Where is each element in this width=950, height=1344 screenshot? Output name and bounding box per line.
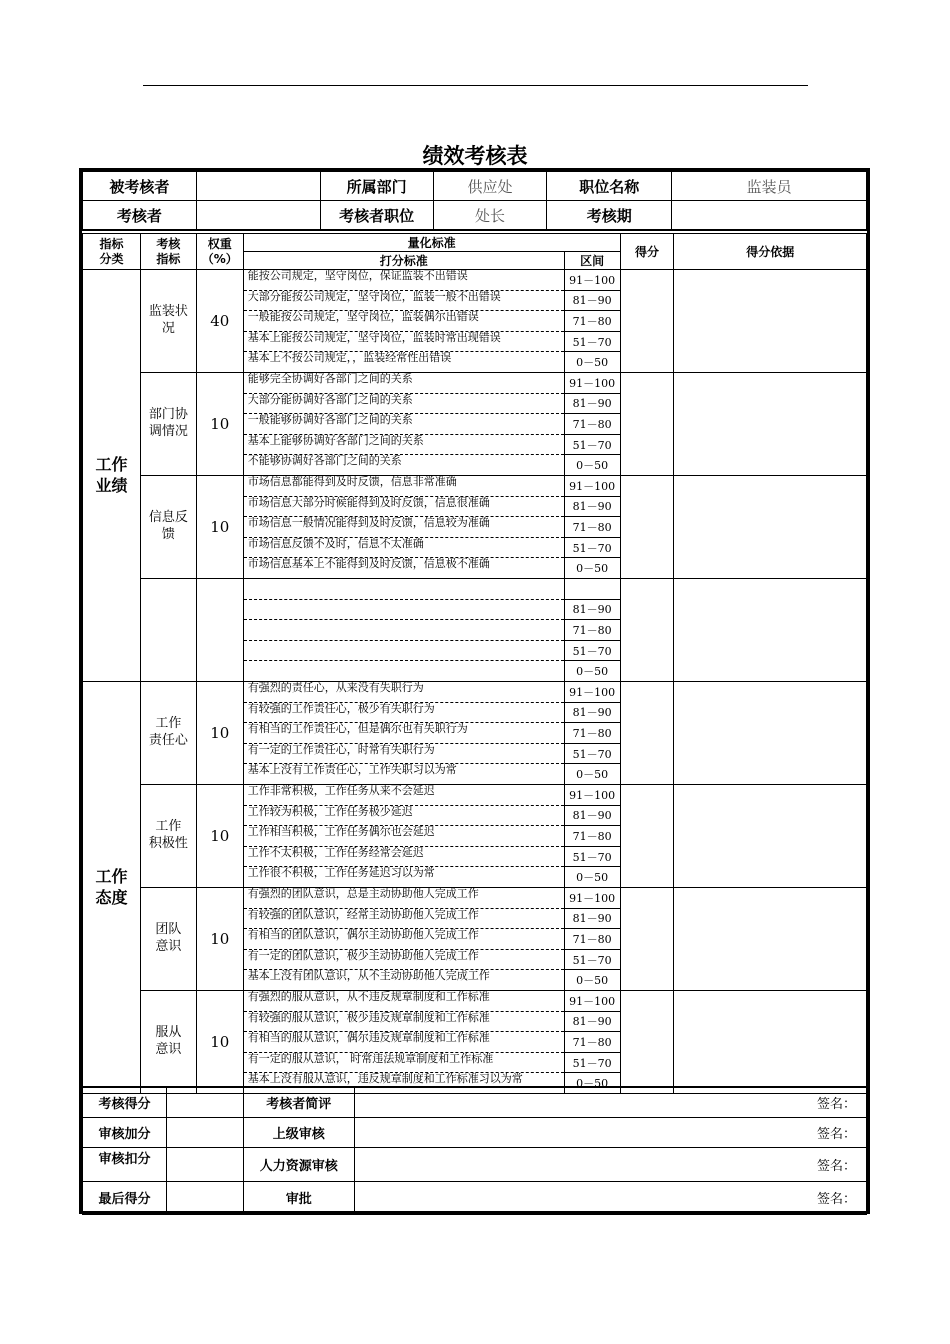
criterion: 工作很不积极，工作任务延迟习以为常 [247,867,435,880]
summary-label: 审核扣分 [83,1147,167,1181]
criteria-cell [243,476,564,579]
range-value: 51－70 [565,744,620,765]
criterion: 有一定的工作责任心，时常有失职行为 [244,744,564,765]
criterion: 能按公司规定，坚守岗位，保证监装不出错误 [244,270,564,291]
indicator-name [140,579,196,682]
range-value: 0－50 [576,974,609,988]
appraisal-form [79,168,870,1214]
department-field[interactable]: 供应处 [433,172,547,201]
criterion: 工作相当积极，工作任务偶尔也会延迟 [244,826,564,847]
summary-value-field[interactable] [166,1147,243,1181]
criterion: 工作不太积极，工作任务经常会延迟 [244,847,564,868]
basis-field[interactable] [674,476,867,579]
criterion: 工作较为积极，工作任务极少延迟 [244,806,564,827]
position-field[interactable]: 监装员 [672,172,867,201]
weight-cell: 10 [196,373,243,476]
score-field[interactable] [620,579,674,682]
range-value: 51－70 [565,1053,620,1074]
criterion: 有相当的服从意识，偶尔违反规章制度和工作标准 [244,1032,564,1053]
criteria-list [244,888,564,990]
range-value: 71－80 [565,311,620,332]
range-value: 81－90 [565,1012,620,1033]
criteria-list [244,682,564,784]
col-basis: 得分依据 [674,234,867,270]
criterion: 有相当的工作责任心，但是偶尔也有失职行为 [244,723,564,744]
indicator-row [83,682,867,785]
range-cell [564,579,620,682]
range-value: 71－80 [565,620,620,641]
score-field[interactable] [620,682,674,785]
col-indicator: 考核 指标 [140,234,196,270]
criteria-list [244,579,564,681]
label-appraiser-position: 考核者职位 [320,201,433,231]
review-label: 审批 [243,1181,354,1214]
appraiser-field[interactable] [196,201,320,231]
range-value: 91－100 [565,476,620,497]
range-list [565,785,620,887]
summary-label: 考核得分 [83,1087,167,1117]
signature-field[interactable]: 签名： [354,1181,866,1214]
criterion: 一般能够协调好各部门之间的关系 [244,414,564,435]
criterion: 能够完全协调好各部门之间的关系 [244,373,564,394]
range-value: 51－70 [565,435,620,456]
label-appraiser: 考核者 [83,201,197,231]
range-value: 91－100 [565,270,620,291]
criterion: 一般能按公司规定，坚守岗位，监装偶尔出错误 [244,311,564,332]
range-value: 0－50 [576,665,609,679]
indicator-name: 工作 积极性 [140,785,196,888]
indicator-row [83,785,867,888]
period-field[interactable] [672,201,867,231]
info-row [83,172,867,201]
label-appraisee: 被考核者 [83,172,197,201]
column-header-row [83,234,867,252]
indicator-name: 服从 意识 [140,991,196,1094]
weight-cell: 40 [196,270,243,373]
range-value: 81－90 [565,291,620,312]
col-category: 指标 分类 [83,234,141,270]
review-label: 上级审核 [243,1117,354,1147]
criterion: 不能够协调好各部门之间的关系 [247,455,402,468]
range-value: 81－90 [565,600,620,621]
indicator-row [83,888,867,991]
range-cell [564,682,620,785]
range-value: 71－80 [565,929,620,950]
summary-value-field[interactable] [166,1117,243,1147]
indicator-name: 部门协 调情况 [140,373,196,476]
range-value: 51－70 [565,332,620,353]
range-list [565,991,620,1093]
criterion: 有强烈的团队意识，总是主动协助他人完成工作 [244,888,564,909]
col-score: 得分 [620,234,674,270]
signature-field[interactable]: 签名： [354,1087,866,1117]
range-cell [564,270,620,373]
appraisee-field[interactable] [196,172,320,201]
criteria-cell [243,682,564,785]
score-field[interactable] [620,785,674,888]
criterion: 基本上没有工作责任心，工作失职习以为常 [247,764,457,777]
indicator-row [83,991,867,1094]
signature-field[interactable]: 签名： [354,1147,866,1181]
col-weight: 权重 （%） [196,234,243,270]
basis-field[interactable] [674,888,867,991]
weight-cell: 10 [196,785,243,888]
range-value [565,579,620,600]
basis-field[interactable] [674,991,867,1094]
indicator-name: 信息反 馈 [140,476,196,579]
criterion: 市场信息基本上不能得到及时反馈，信息极不准确 [247,558,490,571]
summary-row [83,1147,867,1181]
basis-field[interactable] [674,579,867,682]
range-list [565,476,620,578]
col-range: 区间 [564,252,620,270]
info-table [82,171,867,231]
label-period: 考核期 [547,201,672,231]
criterion: 有强烈的服从意识，从不违反规章制度和工作标准 [244,991,564,1012]
range-value: 81－90 [565,394,620,415]
range-list [565,373,620,475]
criteria-list [244,991,564,1093]
range-value: 0－50 [576,562,609,576]
range-list [565,888,620,990]
range-value: 81－90 [565,497,620,518]
range-value: 71－80 [565,414,620,435]
criteria-cell [243,373,564,476]
appraiser-position-field[interactable]: 处长 [433,201,547,231]
criteria-cell [243,270,564,373]
label-department: 所属部门 [320,172,433,201]
basis-field[interactable] [674,373,867,476]
criterion: 基本上没有团队意识，从不主动协助他人完成工作 [247,970,490,983]
indicator-row [83,270,867,373]
criteria-list [244,373,564,475]
criterion: 大部分能协调好各部门之间的关系 [244,394,564,415]
basis-field[interactable] [674,682,867,785]
range-cell [564,785,620,888]
indicator-name: 团队 意识 [140,888,196,991]
summary-row [83,1117,867,1147]
range-value: 0－50 [576,459,609,473]
range-value: 71－80 [565,1032,620,1053]
criterion: 市场信息大部分时候能得到及时反馈，信息很准确 [244,497,564,518]
score-field[interactable] [620,888,674,991]
range-value: 91－100 [565,991,620,1012]
criteria-cell [243,991,564,1094]
range-value: 81－90 [565,909,620,930]
range-value: 0－50 [576,871,609,885]
weight-cell: 10 [196,991,243,1094]
range-cell [564,476,620,579]
range-list [565,682,620,784]
weight-cell: 10 [196,888,243,991]
criteria-cell [243,785,564,888]
criterion: 有较强的工作责任心，极少有失职行为 [244,703,564,724]
info-row [83,201,867,231]
indicator-row [83,373,867,476]
criterion: 有相当的团队意识，偶尔主动协助他人完成工作 [244,929,564,950]
indicator-row [83,579,867,682]
criterion: 有一定的团队意识，极少主动协助他人完成工作 [244,950,564,971]
criteria-cell [243,888,564,991]
criterion: 基本上能够协调好各部门之间的关系 [244,435,564,456]
criteria-list [244,270,564,372]
range-value: 71－80 [565,723,620,744]
indicator-name: 监装状 况 [140,270,196,373]
criterion: 市场信息都能得到及时反馈，信息非常准确 [244,476,564,497]
basis-field[interactable] [674,785,867,888]
range-list [565,579,620,681]
weight-cell [196,579,243,682]
range-cell [564,991,620,1094]
summary-row [83,1087,867,1117]
criteria-list [244,785,564,887]
range-value: 91－100 [565,682,620,703]
basis-field[interactable] [674,270,867,373]
indicator-name: 工作 责任心 [140,682,196,785]
criteria-list [244,476,564,578]
criterion: 工作非常积极，工作任务从来不会延迟 [244,785,564,806]
criterion [244,641,564,662]
range-value: 51－70 [565,641,620,662]
criterion [244,600,564,621]
summary-value-field[interactable] [166,1087,243,1117]
label-position: 职位名称 [547,172,672,201]
criterion: 市场信息反馈不及时，信息不太准确 [244,538,564,559]
weight-cell: 10 [196,682,243,785]
summary-value-field[interactable] [166,1181,243,1214]
range-value: 71－80 [565,517,620,538]
category-cell: 工作 态度 [83,682,141,1094]
range-cell [564,888,620,991]
range-value: 51－70 [565,538,620,559]
criterion: 基本上不按公司规定，，监装经常性出错误 [247,352,452,365]
page-title: 绩效考核表 [422,144,528,168]
range-value: 91－100 [565,785,620,806]
criterion [244,579,564,600]
signature-field[interactable]: 签名： [354,1117,866,1147]
score-field[interactable] [620,270,674,373]
range-value: 71－80 [565,826,620,847]
range-value: 91－100 [565,373,620,394]
col-scoring: 打分标准 [243,252,564,270]
range-value: 51－70 [565,847,620,868]
criterion: 有较强的服从意识，极少违反规章制度和工作标准 [244,1012,564,1033]
criterion: 有较强的团队意识，经常主动协助他人完成工作 [244,909,564,930]
score-field[interactable] [620,476,674,579]
category-cell: 工作 业绩 [83,270,141,682]
range-cell [564,373,620,476]
range-list [565,270,620,372]
criterion: 有强烈的责任心，从来没有失职行为 [244,682,564,703]
range-value: 0－50 [576,768,609,782]
criterion: 基本上能按公司规定，坚守岗位，监装时常出现错误 [244,332,564,353]
criteria-cell [243,579,564,682]
score-field[interactable] [620,991,674,1094]
review-label: 考核者简评 [243,1087,354,1117]
col-quant: 量化标准 [243,234,620,252]
criteria-table [82,233,867,1094]
range-value: 81－90 [565,806,620,827]
range-value: 81－90 [565,703,620,724]
review-label: 人力资源审核 [243,1147,354,1181]
summary-label: 最后得分 [83,1181,167,1214]
indicator-row [83,476,867,579]
criterion [244,620,564,641]
summary-row [83,1181,867,1214]
criterion: 基本上没有服从意识，违反规章制度和工作标准习以为常 [247,1073,523,1086]
header-rule [143,85,808,86]
criterion: 市场信息一般情况能得到及时反馈，信息较为准确 [244,517,564,538]
criterion: 大部分能按公司规定，坚守岗位，监装一般不出错误 [244,291,564,312]
range-value: 51－70 [565,950,620,971]
summary-label: 审核加分 [83,1117,167,1147]
weight-cell: 10 [196,476,243,579]
range-value: 91－100 [565,888,620,909]
summary-table [82,1086,867,1215]
range-value: 0－50 [576,1077,609,1091]
criterion: 有一定的服从意识， 时常违法规章制度和工作标准 [244,1053,564,1074]
score-field[interactable] [620,373,674,476]
criterion [244,661,564,681]
range-value: 0－50 [576,356,609,370]
